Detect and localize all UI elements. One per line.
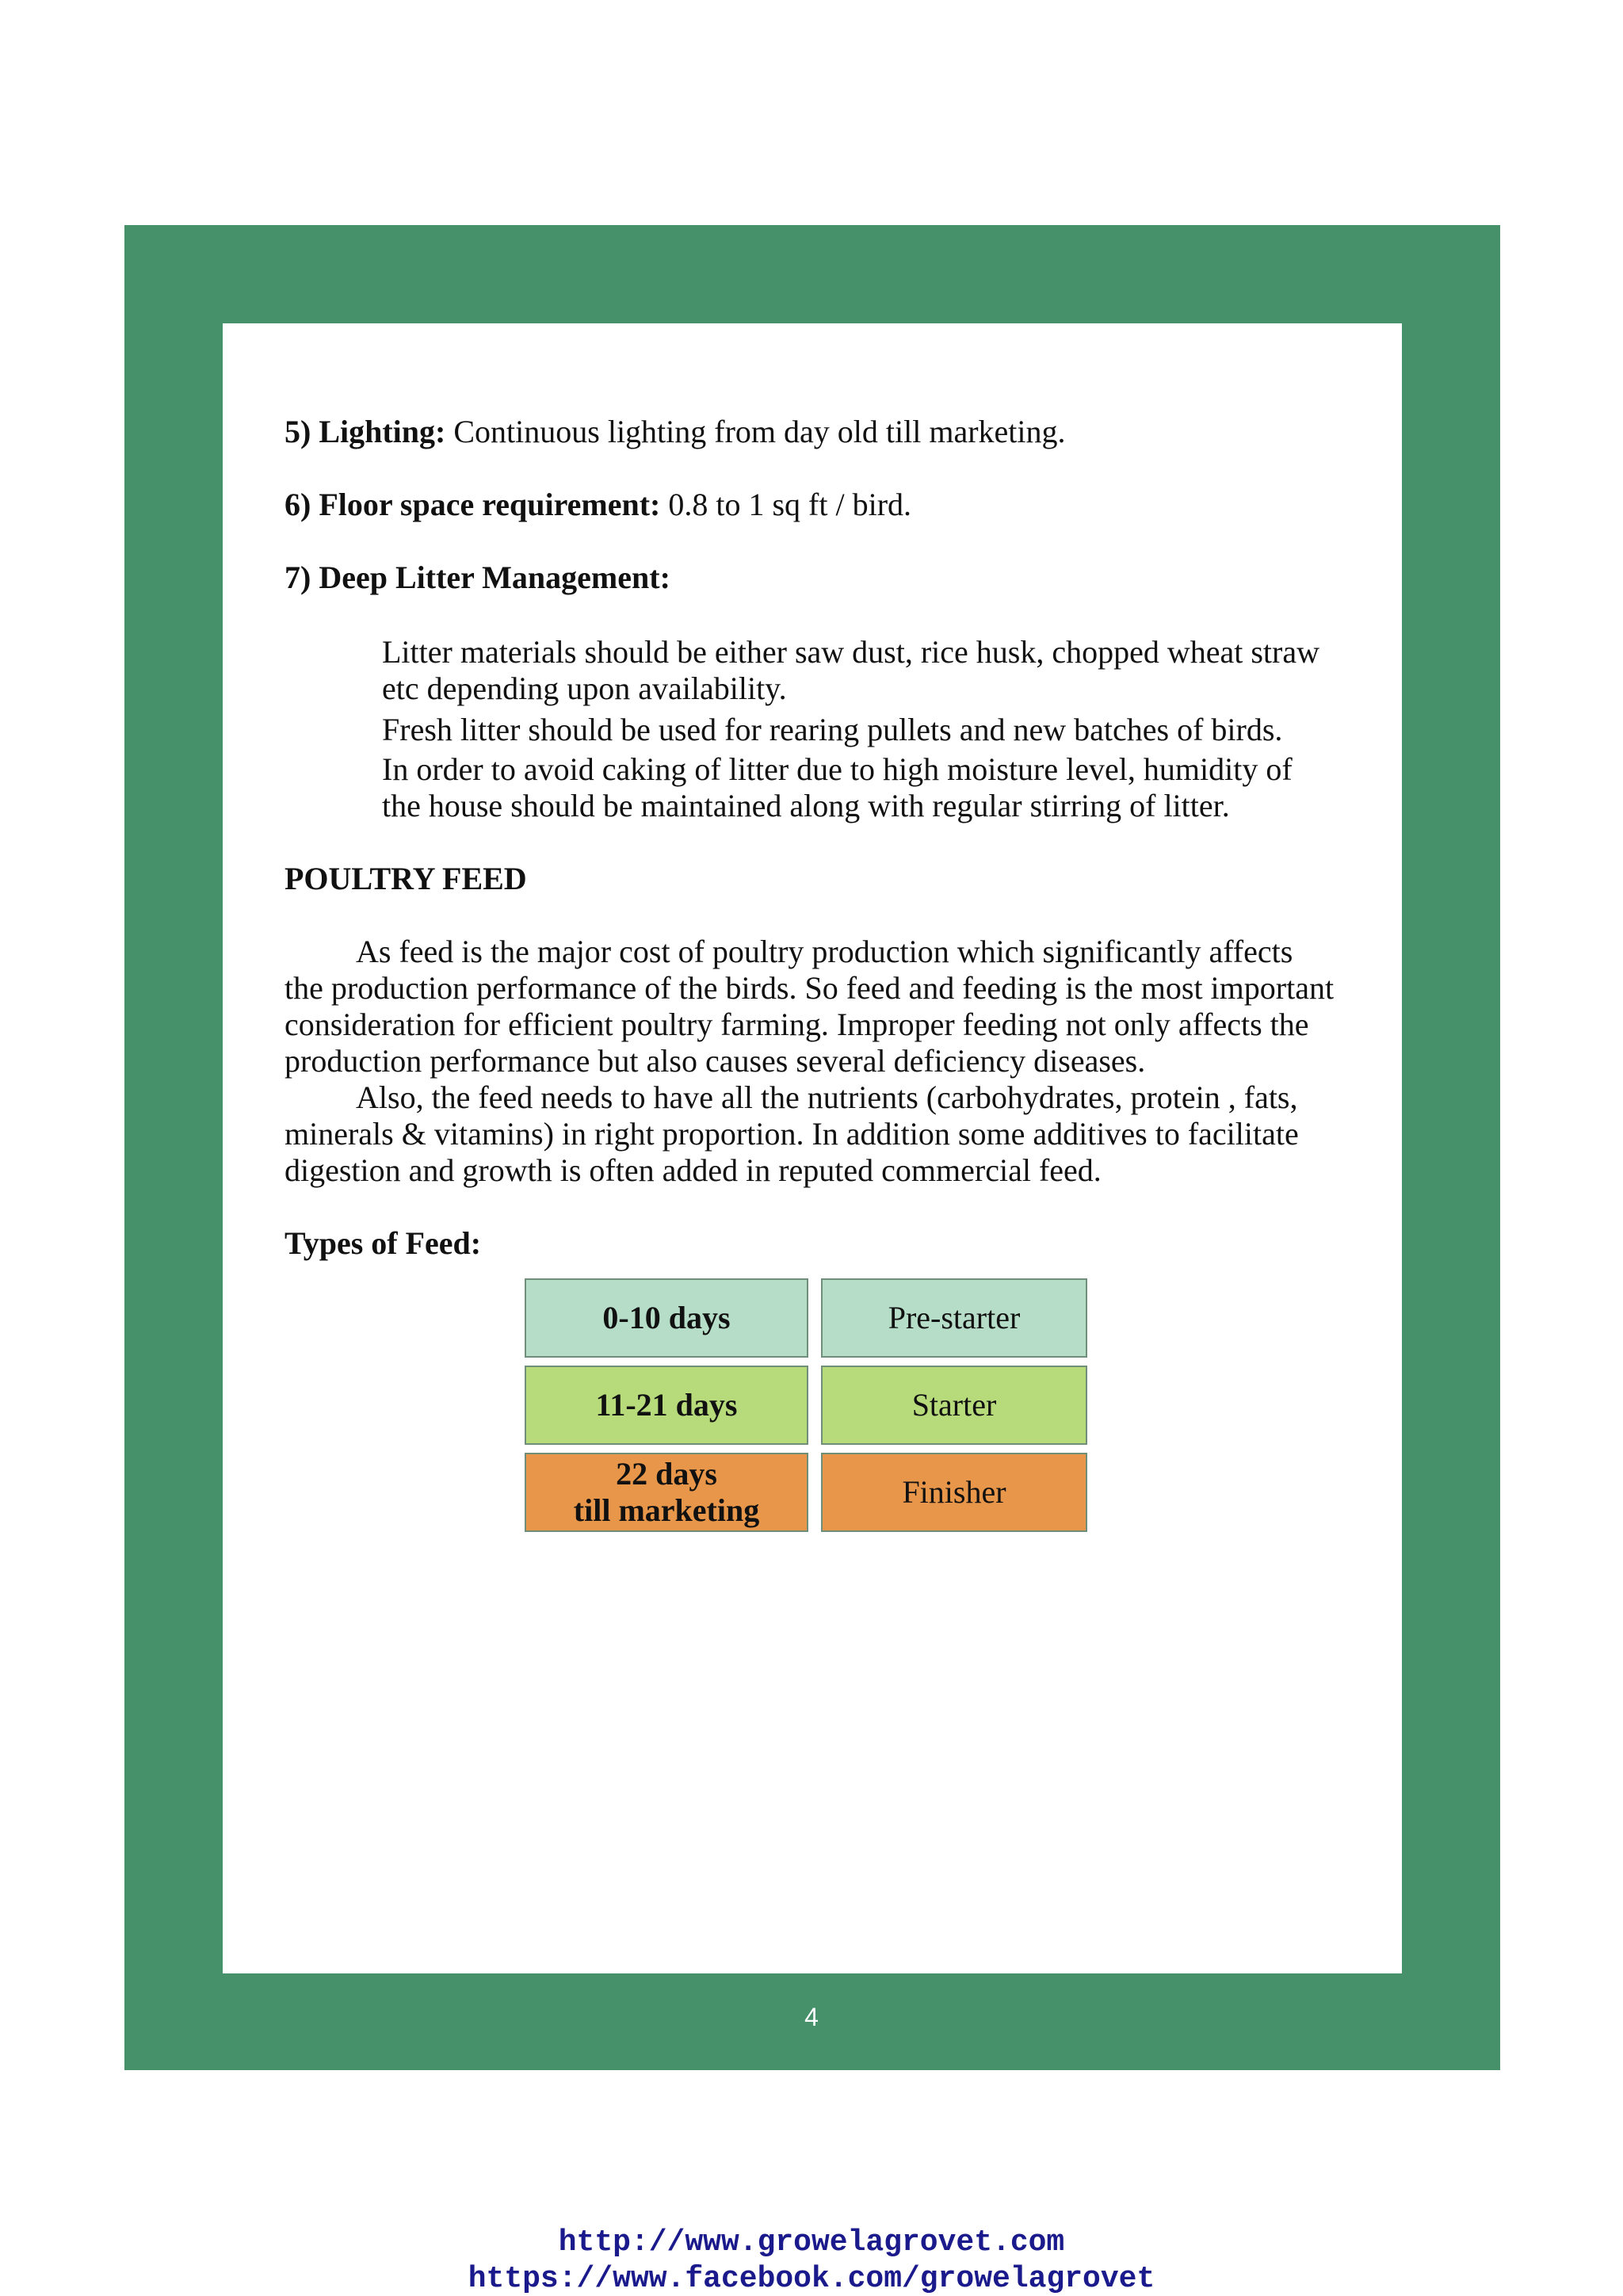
feed-days-cell-starter xyxy=(525,1366,808,1445)
page-number: 4 xyxy=(804,2003,819,2031)
litter-item-3-line-1: In order to avoid caking of litter due to high moisture level, humidity of xyxy=(382,751,1293,787)
feed-days-cell-finisher xyxy=(525,1453,808,1532)
feed-type-label: Finisher xyxy=(902,1474,1006,1510)
feed-days-label: 0-10 days xyxy=(602,1300,731,1335)
feed-type-label: Pre-starter xyxy=(888,1300,1021,1335)
footer-facebook-link[interactable]: https://www.facebook.com/growelagrovet xyxy=(468,2262,1155,2296)
floor-space-line xyxy=(285,487,911,523)
poultry-feed-heading: POULTRY FEED xyxy=(285,861,527,896)
feed-para2-line-3: digestion and growth is often added in reputed commercial feed. xyxy=(285,1152,1102,1188)
lighting-text: Continuous lighting from day old till marketing. xyxy=(445,414,1066,449)
lighting-label: 5) Lighting: xyxy=(285,414,446,449)
lighting-line xyxy=(285,414,1066,450)
types-of-feed-heading: Types of Feed: xyxy=(285,1225,482,1261)
feed-para1-line-2: the production performance of the birds. So feed and feeding is the most important xyxy=(285,970,1335,1006)
feed-para1-line-1: As feed is the major cost of poultry production which significantly affects xyxy=(356,934,1293,969)
footer-website-link[interactable]: http://www.growelagrovet.com xyxy=(558,2225,1065,2260)
litter-item-1-line-2: etc depending upon availability. xyxy=(382,670,787,706)
feed-type-cell-starter xyxy=(821,1366,1087,1445)
litter-item-3-line-2: the house should be maintained along with regular stirring of litter. xyxy=(382,788,1230,823)
feed-para2-line-1: Also, the feed needs to have all the nutrients (carbohydrates, protein , fats, xyxy=(356,1079,1298,1115)
floor-space-text: 0.8 to 1 sq ft / bird. xyxy=(660,487,912,522)
feed-days-label: 22 days xyxy=(616,1456,717,1492)
feed-para1-line-3: consideration for efficient poultry farming. Improper feeding not only affects the xyxy=(285,1007,1309,1042)
feed-type-label: Starter xyxy=(911,1387,997,1423)
litter-item-2-line-1: Fresh litter should be used for rearing pullets and new batches of birds. xyxy=(382,712,1283,747)
deep-litter-heading: 7) Deep Litter Management: xyxy=(285,560,670,595)
floor-space-label: 6) Floor space requirement: xyxy=(285,487,661,522)
feed-days-label-line-2: till marketing xyxy=(573,1492,760,1528)
feed-days-cell-pre-starter xyxy=(525,1278,808,1358)
feed-para2-line-2: minerals & vitamins) in right proportion. In addition some additives to facilitate xyxy=(285,1116,1299,1152)
feed-type-cell-pre-starter xyxy=(821,1278,1087,1358)
feed-days-label: 11-21 days xyxy=(595,1387,738,1423)
feed-para1-line-4: production performance but also causes several deficiency diseases. xyxy=(285,1043,1146,1079)
feed-type-cell-finisher xyxy=(821,1453,1087,1532)
litter-item-1-line-1: Litter materials should be either saw dust, rice husk, chopped wheat straw xyxy=(382,634,1319,670)
